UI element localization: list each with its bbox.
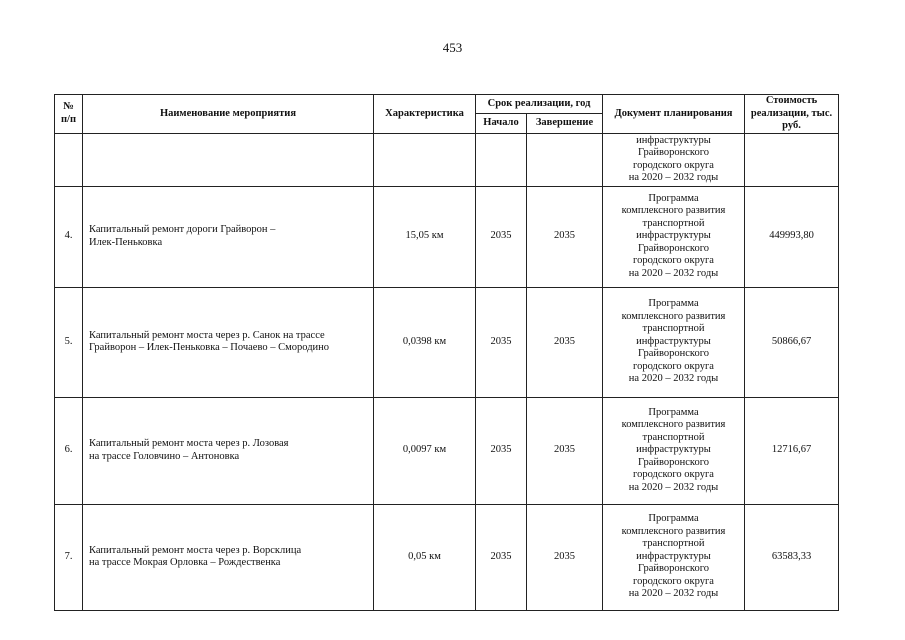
- cell-cost: [745, 133, 839, 186]
- cell-start: [476, 133, 527, 186]
- table-row: [55, 397, 839, 504]
- table-row: [55, 287, 839, 397]
- cell-characteristic: 0,0097 км: [374, 397, 476, 504]
- cell-characteristic: 0,05 км: [374, 504, 476, 610]
- cell-characteristic: 0,0398 км: [374, 287, 476, 397]
- cell-document: Программа комплексного развития транспортной инфраструктуры Грайворонского городского округа на 2020 – 2032 годы: [603, 186, 745, 287]
- table-row: [55, 186, 839, 287]
- measures-table: [54, 94, 839, 611]
- header-end: Завершение: [527, 113, 603, 133]
- cell-document: Программа комплексного развития транспортной инфраструктуры Грайворонского городского округа на 2020 – 2032 годы: [603, 287, 745, 397]
- cell-end: 2035: [527, 504, 603, 610]
- cell-end: 2035: [527, 186, 603, 287]
- cell-num: [55, 133, 83, 186]
- cell-num: 4.: [55, 186, 83, 287]
- page-number: 453: [442, 40, 463, 55]
- header-name: Наименование мероприятия: [83, 95, 374, 134]
- cell-name: Капитальный ремонт моста через р. Лозовая на трассе Головчино – Антоновка: [83, 397, 374, 504]
- table-row-continuation: [55, 133, 839, 186]
- cell-end: [527, 133, 603, 186]
- header-document: Документ планирования: [603, 95, 745, 134]
- header-cost: Стоимость реализации, тыс. руб.: [745, 95, 839, 134]
- header-row: [55, 95, 839, 114]
- cell-name: Капитальный ремонт моста через р. Санок на трассе Грайворон – Илек-Пеньковка – Почаево – Смородино: [83, 287, 374, 397]
- cell-start: 2035: [476, 287, 527, 397]
- header-term-group: Срок реализации, год: [476, 95, 603, 114]
- cell-cost: 449993,80: [745, 186, 839, 287]
- cell-end: 2035: [527, 397, 603, 504]
- cell-document: Программа комплексного развития транспортной инфраструктуры Грайворонского городского округа на 2020 – 2032 годы: [603, 397, 745, 504]
- cell-num: 6.: [55, 397, 83, 504]
- cell-document: инфраструктуры Грайворонского городского округа на 2020 – 2032 годы: [603, 133, 745, 186]
- cell-end: 2035: [527, 287, 603, 397]
- cell-cost: 63583,33: [745, 504, 839, 610]
- table-row: [55, 504, 839, 610]
- cell-characteristic: 15,05 км: [374, 186, 476, 287]
- cell-start: 2035: [476, 186, 527, 287]
- cell-name: [83, 133, 374, 186]
- cell-name: Капитальный ремонт моста через р. Ворсклица на трассе Мокрая Орловка – Рождественка: [83, 504, 374, 610]
- cell-cost: 12716,67: [745, 397, 839, 504]
- cell-start: 2035: [476, 504, 527, 610]
- cell-num: 5.: [55, 287, 83, 397]
- cell-cost: 50866,67: [745, 287, 839, 397]
- cell-start: 2035: [476, 397, 527, 504]
- cell-document: Программа комплексного развития транспортной инфраструктуры Грайворонского городского округа на 2020 – 2032 годы: [603, 504, 745, 610]
- header-start: Начало: [476, 113, 527, 133]
- cell-name: Капитальный ремонт дороги Грайворон – Илек-Пеньковка: [83, 186, 374, 287]
- header-num: № п/п: [55, 95, 83, 134]
- header-characteristic: Характеристика: [374, 95, 476, 134]
- cell-num: 7.: [55, 504, 83, 610]
- cell-characteristic: [374, 133, 476, 186]
